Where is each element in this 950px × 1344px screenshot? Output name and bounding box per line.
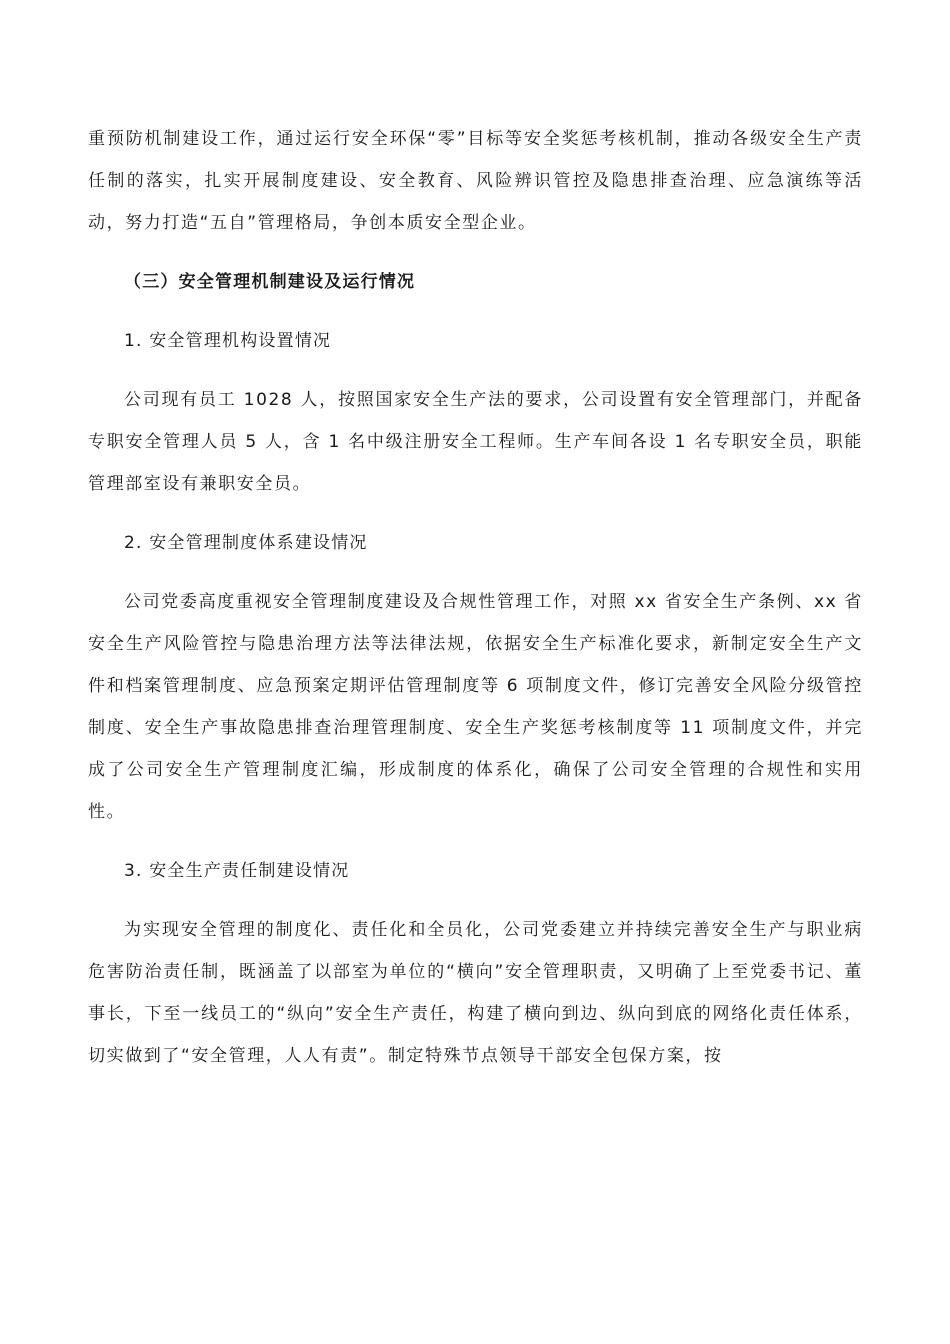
section-heading: （三）安全管理机制建设及运行情况	[124, 272, 416, 292]
document-body	[88, 118, 863, 1077]
intro-paragraph: 重预防机制建设工作，通过运行安全环保“零”目标等安全奖惩考核机制，推动各级安全生产责任制的落实，扎实开展制度建设、安全教育、风险辨识管控及隐患排查治理、应急演练等活动，努力打造“五自”管理格局，争创本质安全型企业。	[88, 129, 863, 233]
subsection-body-3: 为实现安全管理的制度化、责任化和全员化，公司党委建立并持续完善安全生产与职业病危害防治责任制，既涵盖了以部室为单位的“横向”安全管理职责，又明确了上至党委书记、董事长，下至一线员工的“纵向”安全生产责任，构建了横向到边、纵向到底的网络化责任体系，切实做到了“安全管理，人人有责”。制定特殊节点领导干部安全包保方案，按	[88, 920, 863, 1066]
subsection-body-2: 公司党委高度重视安全管理制度建设及合规性管理工作，对照 xx 省安全生产条例、xx 省安全生产风险管控与隐患治理方法等法律法规，依据安全生产标准化要求，新制定安全生产文件和档案管理制度、应急预案定期评估管理制度等 6 项制度文件，修订完善安全风险分级管控制度、安全生产事故隐患排查治理管理制度、安全生产奖惩考核制度等 11 项制度文件，并完成了公司安全生产管理制度汇编，形成制度的体系化，确保了公司安全管理的合规性和实用性。	[88, 592, 863, 822]
subsection-title-2: 2. 安全管理制度体系建设情况	[124, 533, 368, 553]
subsection-title-3: 3. 安全生产责任制建设情况	[124, 861, 350, 881]
subsection-body-1: 公司现有员工 1028 人，按照国家安全生产法的要求，公司设置有安全管理部门，并配备专职安全管理人员 5 人，含 1 名中级注册安全工程师。生产车间各设 1 名专职安全员，职能管理部室设有兼职安全员。	[88, 390, 863, 494]
subsection-title-1: 1. 安全管理机构设置情况	[124, 331, 332, 351]
